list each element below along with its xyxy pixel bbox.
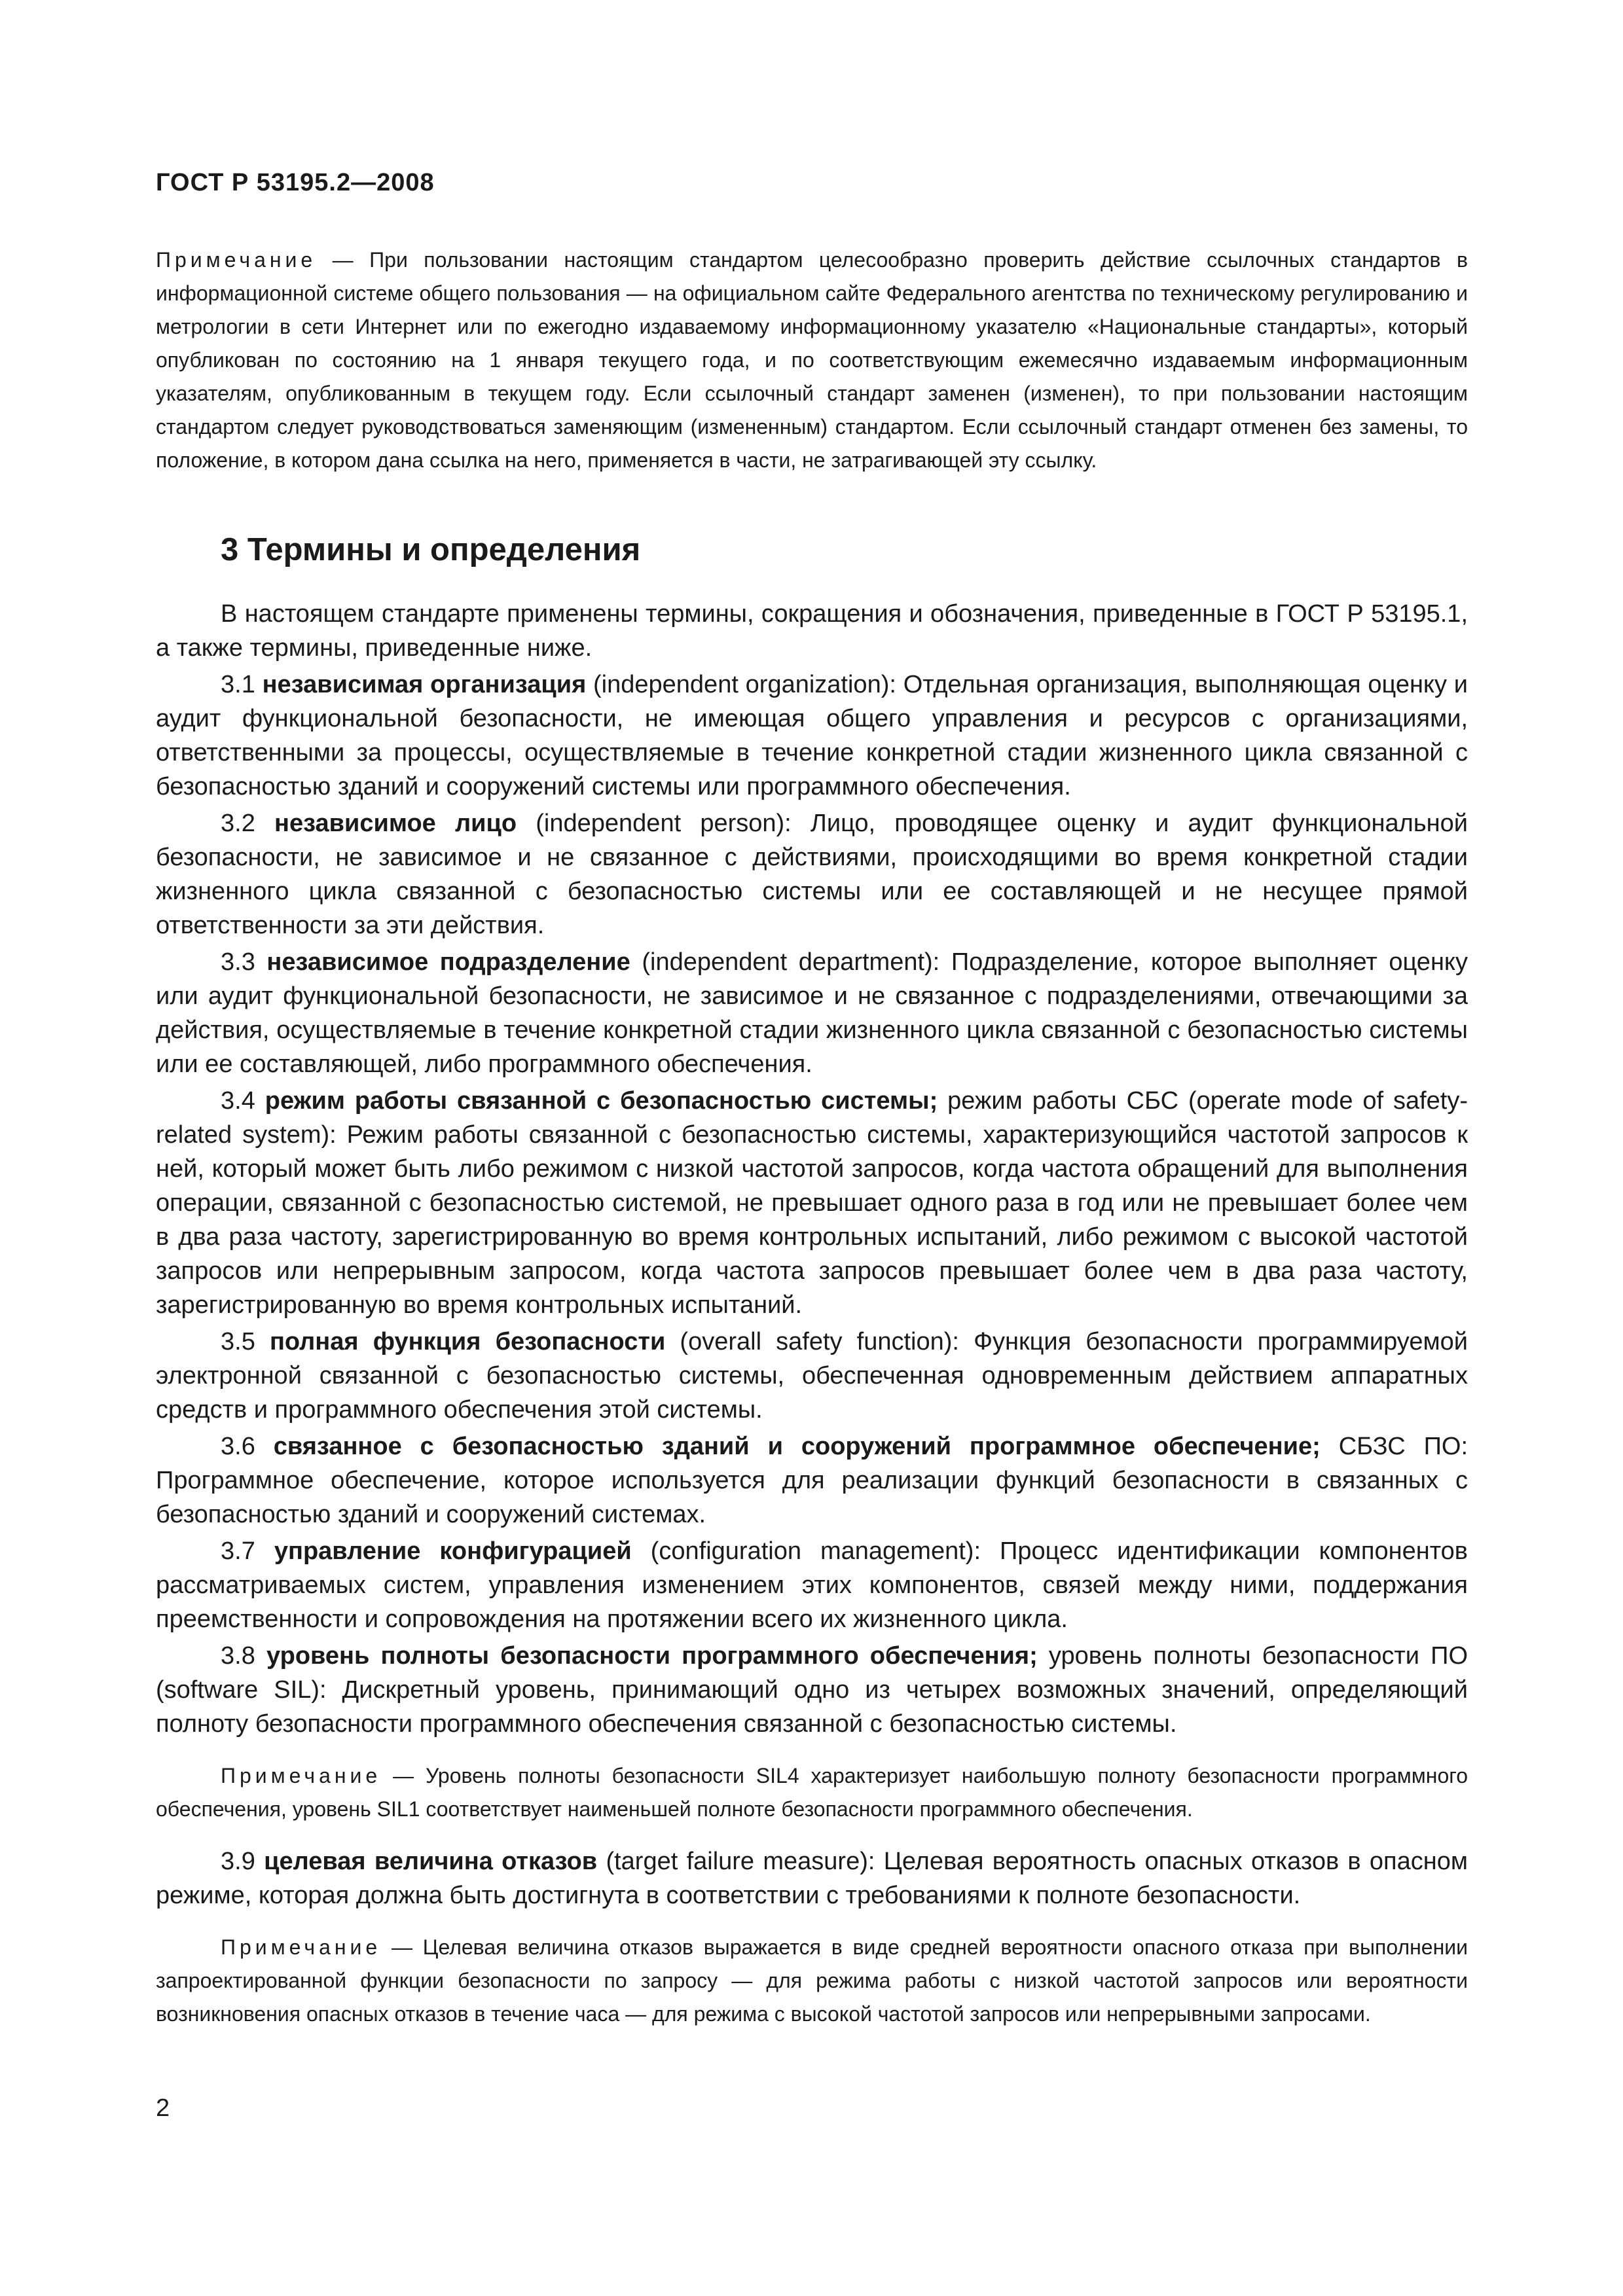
page-number: 2 [156, 2094, 170, 2122]
intro-paragraph: В настоящем стандарте применены термины, сокращения и обозначения, приведенные в ГОСТ Р 53195.1, а также термины, приведенные ниже. [156, 600, 1468, 662]
term-number: 3.5 [221, 1328, 270, 1355]
term-definition: СБЗС ПО: Программное обеспечение, которое используется для реализации функций безопасности в связанных с безопасностью зданий и сооружений системах. [156, 1433, 1468, 1528]
term-name: независимая организация [262, 671, 587, 698]
term-definition: (overall safety function): Функция безопасности программируемой электронной связанной с безопасностью системы, обеспеченная одновременным действием аппаратных средств и программного обеспечения этой системы. [156, 1328, 1468, 1424]
term-name: режим работы связанной с безопасностью системы; [264, 1087, 938, 1115]
term-3-7 [156, 1534, 1468, 1636]
term-3-9 [156, 1844, 1468, 1912]
term-definition: (configuration management): Процесс идентификации компонентов рассматриваемых систем, управления изменением этих компонентов, связей между ними, поддержания преемственности и сопровождения на протяжении всего их жизненного цикла. [156, 1537, 1468, 1633]
term-name: связанное с безопасностью зданий и сооружений программное обеспечение; [273, 1433, 1321, 1460]
term-number: 3.3 [221, 948, 267, 976]
note-label: Примечание [156, 248, 317, 272]
term-name: уровень полноты безопасности программного обеспечения; [266, 1642, 1038, 1670]
term-name: полная функция безопасности [269, 1328, 666, 1355]
term-definition: (target failure measure): Целевая вероятность опасных отказов в опасном режиме, которая должна быть достигнута в соответствии с требованиями к полноте безопасности. [156, 1848, 1468, 1909]
term-number: 3.4 [221, 1087, 265, 1115]
term-3-6 [156, 1429, 1468, 1532]
term-number: 3.8 [221, 1642, 266, 1670]
term-number: 3.1 [221, 671, 263, 698]
term-number: 3.7 [221, 1537, 274, 1565]
term-3-1 [156, 668, 1468, 804]
section-body [156, 597, 1468, 2049]
term-3-8 [156, 1639, 1468, 1741]
note-label: Примечание [221, 1764, 382, 1787]
note-text: — Уровень полноты безопасности SIL4 характеризует наибольшую полноту безопасности программного обеспечения, уровень SIL1 соответствует наименьшей полноте безопасности программного обеспечения. [156, 1764, 1468, 1821]
term-3-5 [156, 1325, 1468, 1427]
note-sil [156, 1759, 1468, 1826]
note-text: — Целевая величина отказов выражается в виде средней вероятности опасного отказа при выполнении запроектированной функции безопасности по запросу — для режима работы с низкой частотой запросов или вероятности возникновения опасных отказов в течение часа — для режима с высокой частотой запросов или непрерывными запросами. [156, 1935, 1468, 2026]
term-number: 3.9 [221, 1848, 264, 1875]
note-references [156, 243, 1468, 477]
term-definition: уровень полноты безопасности ПО (software SIL): Дискретный уровень, принимающий одно из четырех возможных значений, определяющий полноту безопасности программного обеспечения связанной с безопасностью системы. [156, 1642, 1468, 1738]
note-text: — При пользовании настоящим стандартом целесообразно проверить действие ссылочных стандартов в информационной системе общего пользования — на официальном сайте Федерального агентства по техническому регулированию и метрологии в сети Интернет или по ежегодно издаваемому информационному указателю «Национальные стандарты», который опубликован по состоянию на 1 января текущего года, и по соответствующим ежемесячно издаваемым информационным указателям, опубликованным в текущем году. Если ссылочный стандарт заменен (изменен), то при пользовании настоящим стандартом следует руководствоваться заменяющим (измененным) стандартом. Если ссылочный стандарт отменен без замены, то положение, в котором дана ссылка на него, применяется в части, не затрагивающей эту ссылку. [156, 248, 1468, 472]
term-name: управление конфигурацией [274, 1537, 632, 1565]
term-name: целевая величина отказов [264, 1848, 598, 1875]
term-number: 3.2 [221, 810, 275, 837]
standard-header: ГОСТ Р 53195.2—2008 [156, 169, 435, 196]
term-name: независимое лицо [274, 810, 517, 837]
term-3-2 [156, 806, 1468, 942]
note-target-failure [156, 1931, 1468, 2031]
term-3-3 [156, 945, 1468, 1081]
section-title: 3 Термины и определения [221, 532, 641, 567]
term-definition: режим работы СБС (operate mode of safety-related system): Режим работы связанной с безопасностью системы, характеризующийся частотой запросов к ней, который может быть либо режимом с низкой частотой запросов, когда частота обращений для выполнения операции, связанной с безопасностью системой, не превышает одного раза в год или не превышает более чем в два раза частоту, зарегистрированную во время контрольных испытаний, либо режимом с высокой частотой запросов или непрерывным запросом, когда частота запросов превышает более чем в два раза частоту, зарегистрированную во время контрольных испытаний. [156, 1087, 1468, 1319]
note-label: Примечание [221, 1935, 382, 1959]
term-number: 3.6 [221, 1433, 274, 1460]
term-3-4 [156, 1084, 1468, 1322]
term-name: независимое подразделение [266, 948, 630, 976]
term-definition: (independent organization): Отдельная организация, выполняющая оценку и аудит функциональной безопасности, не имеющая общего управления и ресурсов с организациями, ответственными за процессы, осуществляемые в течение конкретной стадии жизненного цикла связанной с безопасностью зданий и сооружений системы или программного обеспечения. [156, 671, 1468, 800]
term-definition: (independent person): Лицо, проводящее оценку и аудит функциональной безопасности, не зависимое и не связанное с действиями, происходящими во время конкретной стадии жизненного цикла связанной с безопасностью системы или ее составляющей и не несущее прямой ответственности за эти действия. [156, 810, 1468, 939]
term-definition: (independent department): Подразделение, которое выполняет оценку или аудит функциональной безопасности, не зависимое и не связанное с подразделениями, отвечающими за действия, осуществляемые в течение конкретной стадии жизненного цикла связанной с безопасностью системы или ее составляющей, либо программного обеспечения. [156, 948, 1468, 1078]
